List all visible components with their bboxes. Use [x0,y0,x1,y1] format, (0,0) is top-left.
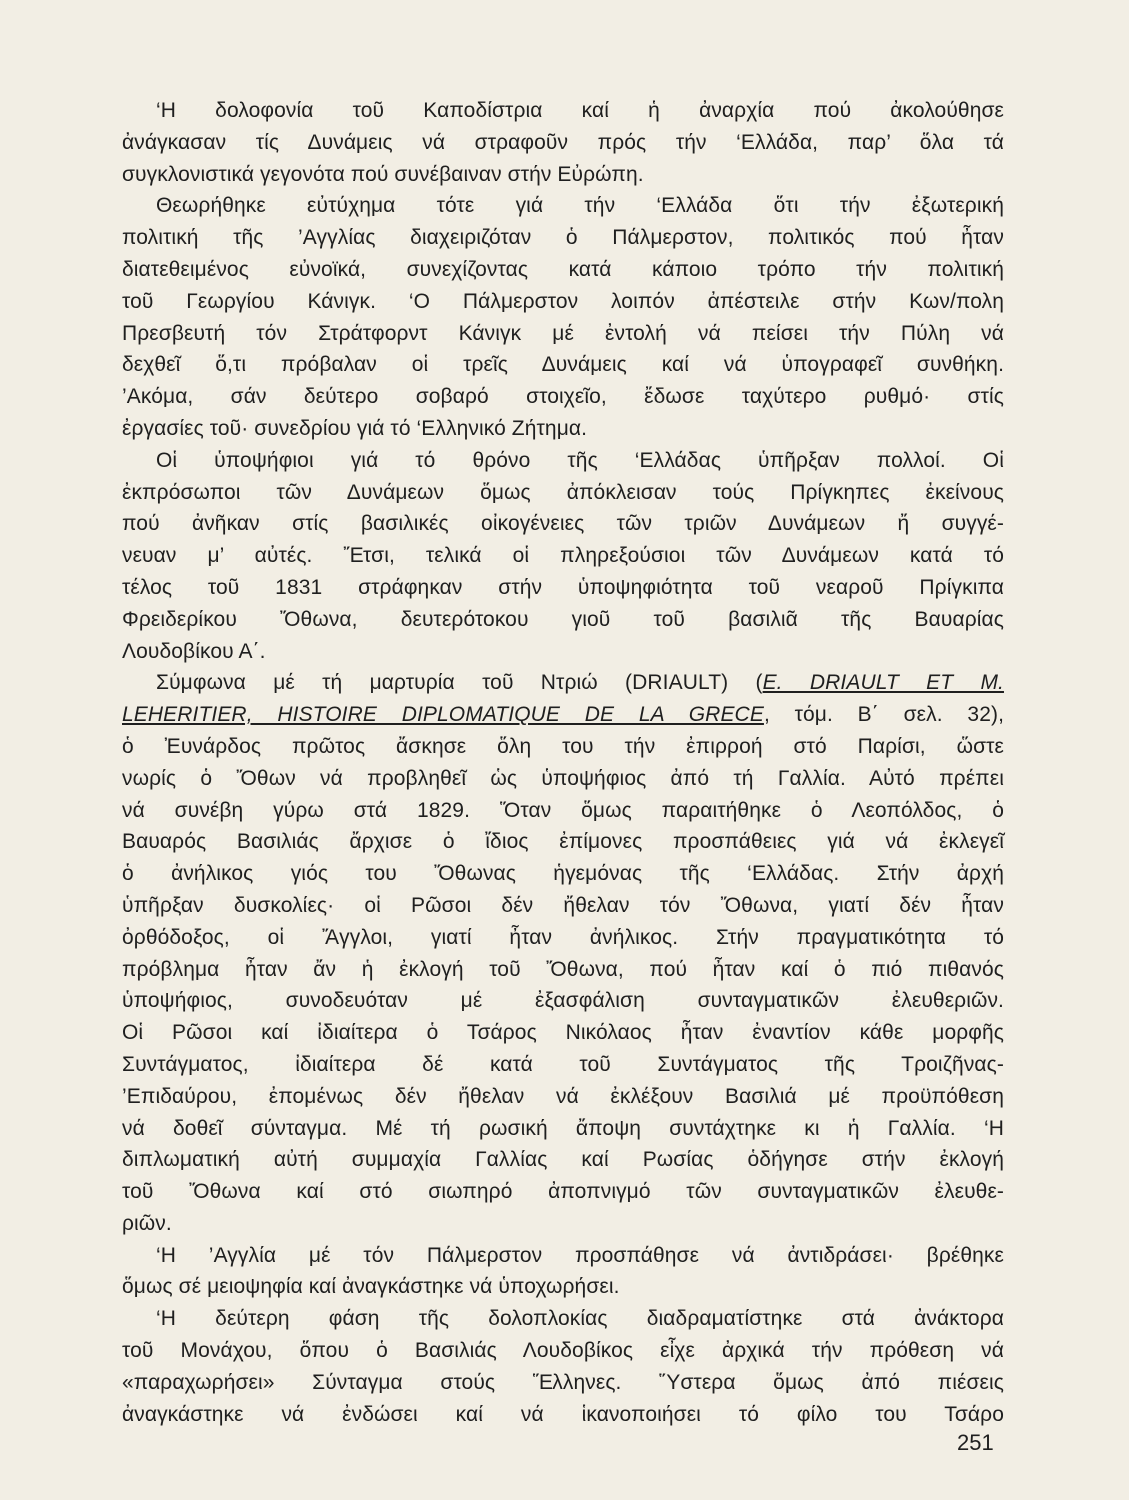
text-line: ‘Η δεύτερη φάση τῆς δολοπλοκίας διαδραματίστηκε στά ἀνάκτορα [156,1307,1004,1331]
text-line: ὅμως σέ μειοψηφία καί ἀναγκάστηκε νά ὑποχωρήσει. [122,1275,620,1299]
page-number: 251 [957,1430,994,1455]
text-line: ἐργασίες τοῦ· συνεδρίου γιά τό ‘Ελληνικό Ζήτημα. [122,416,588,440]
text-line: ’Επιδαύρου, ἐπομένως δέν ἤθελαν νά ἐκλέξουν Βασιλιά μέ προϋπόθεση [122,1084,1004,1108]
text-line: τοῦ Ὄθωνα καί στό σιωπηρό ἀποπνιγμό τῶν συνταγματικῶν ἐλευθε- [122,1180,1004,1204]
text-line: πρόβλημα ἦταν ἄν ἡ ἐκλογή τοῦ Ὄθωνα, πού ἦταν καί ὁ πιό πιθανός [122,957,1004,981]
text-line: πού ἀνῆκαν στίς βασιλικές οἰκογένειες τῶν τριῶν Δυνάμεων ἤ συγγέ- [122,512,1004,536]
body-text [122,95,1004,1430]
text-line: Οἱ Ρῶσοι καί ἰδιαίτερα ὁ Τσάρος Νικόλαος ἦταν ἐναντίον κάθε μορφῆς [122,1021,1004,1045]
text-line: Φρειδερίκου Ὄθωνα, δευτερότοκου γιοῦ τοῦ βασιλιᾶ τῆς Βαυαρίας [122,607,1004,631]
text-line: ριῶν. [122,1211,172,1235]
text-line: ὑποψήφιος, συνοδευόταν μέ ἐξασφάλιση συνταγματικῶν ἐλευθεριῶν. [122,989,1004,1013]
text-line: δεχθεῖ ὅ,τι πρόβαλαν οἱ τρεῖς Δυνάμεις καί νά ὑπογραφεῖ συνθήκη. [122,353,1004,377]
text-line: Σύμφωνα μέ τή μαρτυρία τοῦ Ντριώ (DRIAULT) (E. DRIAULT ET M. [156,671,1004,695]
text-line: ὀρθόδοξος, οἱ Ἄγγλοι, γιατί ἦταν ἀνήλικος. Στήν πραγματικότητα τό [122,925,1004,949]
text-line: συγκλονιστικά γεγονότα πού συνέβαιναν στήν Εὐρώπη. [122,162,644,186]
text-line: Οἱ ὑποψήφιοι γιά τό θρόνο τῆς ‘Ελλάδας ὑπῆρξαν πολλοί. Οἱ [156,448,1004,472]
text-line: ὑπῆρξαν δυσκολίες· οἱ Ρῶσοι δέν ἤθελαν τόν Ὄθωνα, γιατί δέν ἦταν [122,893,1004,917]
text-line: «παραχωρήσει» Σύνταγμα στούς Ἕλληνες. Ὕστερα ὅμως ἀπό πιέσεις [122,1370,1004,1394]
text-line: ὁ ἀνήλικος γιός του Ὄθωνας ἡγεμόνας τῆς ‘Ελλάδας. Στήν ἀρχή [122,862,1004,886]
text-line: Συντάγματος, ἰδιαίτερα δέ κατά τοῦ Συντάγματος τῆς Τροιζῆνας- [122,1052,1004,1076]
text-line: ‘Η ’Αγγλία μέ τόν Πάλμερστον προσπάθησε νά ἀντιδράσει· βρέθηκε [156,1243,1004,1267]
text-line: διατεθειμένος εὐνοϊκά, συνεχίζοντας κατά κάποιο τρόπο τήν πολιτική [122,257,1004,281]
text-line: διπλωματική αὐτή συμμαχία Γαλλίας καί Ρωσίας ὁδήγησε στήν ἐκλογή [122,1148,1004,1172]
text-line: ἀναγκάστηκε νά ἐνδώσει καί νά ἱκανοποιήσει τό φίλο του Τσάρο [122,1402,1004,1426]
text-line: ἀνάγκασαν τίς Δυνάμεις νά στραφοῦν πρός τήν ‘Ελλάδα, παρ’ ὅλα τά [122,130,1004,154]
text-line: τέλος τοῦ 1831 στράφηκαν στήν ὑποψηφιότητα τοῦ νεαροῦ Πρίγκιπα [122,575,1004,599]
text-line: νευαν μ’ αὐτές. Ἔτσι, τελικά οἱ πληρεξούσιοι τῶν Δυνάμεων κατά τό [122,544,1004,568]
text-line: Λουδοβίκου Α΄. [122,639,266,663]
text-line: πολιτική τῆς ’Αγγλίας διαχειριζόταν ὁ Πάλμερστον, πολιτικός πού ἦταν [122,226,1004,250]
text-line: Θεωρήθηκε εὐτύχημα τότε γιά τήν ‘Ελλάδα ὅτι τήν ἐξωτερική [156,194,1004,218]
text-line: ‘Η δολοφονία τοῦ Καποδίστρια καί ἡ ἀναρχία πού ἀκολούθησε [156,99,1004,122]
text-line: ’Ακόμα, σάν δεύτερο σοβαρό στοιχεῖο, ἔδωσε ταχύτερο ρυθμό· στίς [122,385,1004,409]
text-line: ὁ Ἐυνάρδος πρῶτος ἄσκησε ὅλη του τήν ἐπιρροή στό Παρίσι, ὥστε [122,734,1004,758]
text-line: νά συνέβη γύρω στά 1829. Ὅταν ὅμως παραιτήθηκε ὁ Λεοπόλδος, ὁ [122,798,1004,822]
citation-line: LEHERITIER, HISTOIRE DIPLOMATIQUE DE LA GRECE, τόμ. Β΄ σελ. 32), [122,703,1004,727]
text-line: νά δοθεῖ σύνταγμα. Μέ τή ρωσική ἄποψη συντάχτηκε κι ἡ Γαλλία. ‘Η [122,1116,1004,1140]
text-line: Πρεσβευτή τόν Στράτφορντ Κάνιγκ μέ ἐντολή νά πείσει τήν Πύλη νά [122,321,1004,345]
text-line: τοῦ Γεωργίου Κάνιγκ. ‘Ο Πάλμερστον λοιπόν ἀπέστειλε στήν Κων/πολη [122,289,1004,313]
text-line: τοῦ Μονάχου, ὅπου ὁ Βασιλιάς Λουδοβίκος εἶχε ἀρχικά τήν πρόθεση νά [122,1339,1004,1363]
text-line: Βαυαρός Βασιλιάς ἄρχισε ὁ ἴδιος ἐπίμονες προσπάθειες γιά νά ἐκλεγεῖ [122,830,1004,854]
text-line: νωρίς ὁ Ὄθων νά προβληθεῖ ὡς ὑποψήφιος ἀπό τή Γαλλία. Αὐτό πρέπει [122,766,1004,790]
text-line: ἐκπρόσωποι τῶν Δυνάμεων ὅμως ἀπόκλεισαν τούς Πρίγκηπες ἐκείνους [122,480,1004,504]
